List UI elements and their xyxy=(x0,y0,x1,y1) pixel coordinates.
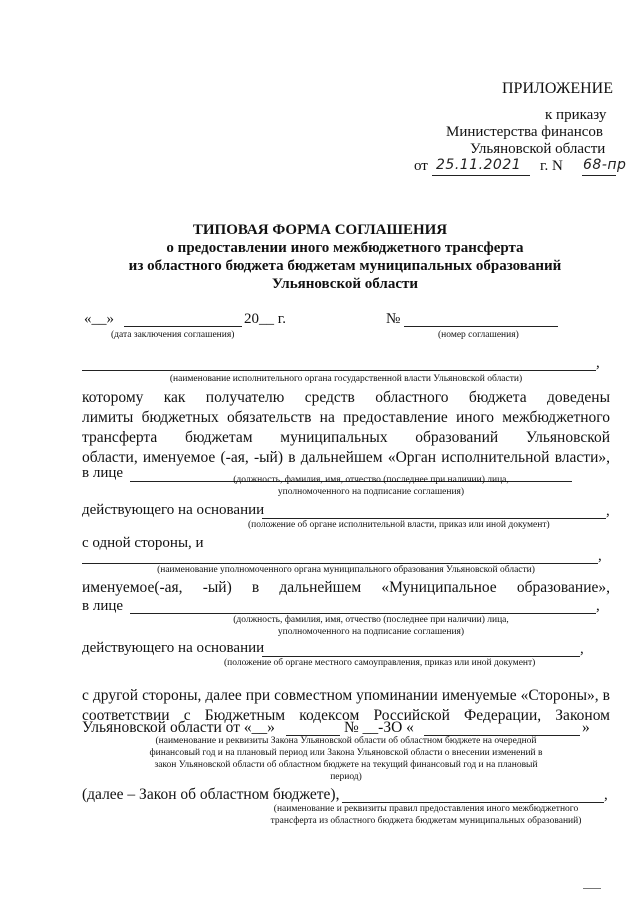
order-number-prefix: г. N xyxy=(540,158,563,174)
basis-hint-2: (положение об органе местного самоуправления, приказ или иной документ) xyxy=(224,658,536,668)
in-person-label-2: в лице xyxy=(82,598,124,614)
in-person-label-1: в лице xyxy=(82,465,124,481)
basis-line-2 xyxy=(262,656,580,657)
organ-hint: (наименование исполнительного органа государственной власти Ульяновской области) xyxy=(169,374,523,384)
rules-hint-1: (наименование и реквизиты правил предоставления иного межбюджетного xyxy=(273,804,579,814)
person-hint-2a: (должность, фамилия, имя, отчество (последнее при наличии) лица, xyxy=(233,615,509,625)
law-hint-4: период) xyxy=(330,772,362,782)
date-hint: (дата заключения соглашения) xyxy=(111,330,235,340)
paragraph-2-line-3b: № __-ЗО « xyxy=(344,719,414,736)
title-line-3: из областного бюджета бюджетам муниципальных образований xyxy=(128,258,562,274)
basis-line-1 xyxy=(262,518,606,519)
document-page: ПРИЛОЖЕНИЕ к приказу Министерства финансов Ульяновской области от 25.11.2021 г. N 68-пр ТИПОВАЯ ФОРМА СОГЛАШЕНИЯ о предоставлении иного межбюджетного трансферта из областного бюджета бюджетам муниципальных образований Ульяновской области «__» 20__ г. № (дата заключения соглашения) (номер соглашения) , (наименование исполнительного органа государственной власти Ульяновской области) которому как получателю средств областного бюджета доведены лимиты бюджетных обязательств на предоставление иного межбюджетного трансферта бюджетам муниципальных образований Ульяновской области, именуемое (-ая, -ый) в дальнейшем «Орган исполнительной власти», в лице (должность, фамилия, имя, отчество (последнее при наличии) лица, уполномоченного на подписание соглашения) действующего на основании , (положение об органе исполнительной власти, приказ или иной документ) с одной стороны, и , (наименование уполномоченного органа муниципального образования Ульяновской области) именуемое(-ая, -ый) в дальнейшем «Муниципальное образование», в лице , (должность, фамилия, имя, отчество (последнее при наличии) лица, уполномоченного на подписание соглашения) действующего на основании , (положение об органе местного самоуправления, приказ или иной документ) с другой стороны, далее при совместном упоминании именуемые «Стороны», в соответствии с Бюджетным кодексом Российской Федерации, Законом Ульяновской области от «__» № __-ЗО « » (наименование и реквизиты Закона Ульяновской области об областном бюджете на очередной финансовый год и на плановый период или Закона Ульяновской области о внесении изменений в закон Ульяновской области об областном бюджете на текущий финансовый год и на плановый период) (далее – Закон об областном бюджете), , (наименование и реквизиты правил предоставления иного межбюджетного трансферта из областного бюджета бюджетам муниципальных образований) xyxy=(0,0,640,905)
agreement-number-sign: № xyxy=(386,311,401,327)
title-line-4: Ульяновской области xyxy=(271,276,419,292)
law-hint-3: закон Ульяновской области об областном бюджете на текущий финансовый год и на плановый xyxy=(154,760,538,770)
named-muni-text: именуемое(-ая, -ый) в дальнейшем «Муниципальное образование», xyxy=(82,579,610,596)
paragraph-1-line-3: трансферта бюджетам муниципальных образований Ульяновской xyxy=(82,429,610,446)
title-line-2: о предоставлении иного межбюджетного трансферта xyxy=(166,240,524,256)
acting-label-1: действующего на основании xyxy=(82,502,265,518)
paragraph-1-line-1: которому как получателю средств областного бюджета доведены xyxy=(82,389,610,406)
rules-hint-2: трансферта из областного бюджета бюджетам муниципальных образований) xyxy=(270,816,582,826)
agreement-day-field: «__» xyxy=(84,311,114,327)
one-side-text: с одной стороны, и xyxy=(82,535,204,551)
paragraph-1-line-2: лимиты бюджетных обязательств на предоставление иного межбюджетного xyxy=(82,409,610,426)
region-text: Ульяновской области xyxy=(470,141,606,157)
person-hint-2b: уполномоченного на подписание соглашения) xyxy=(277,627,465,637)
basis-hint-1: (положение об органе исполнительной власти, приказ или иной документ) xyxy=(248,520,550,530)
paragraph-2-line-3a: Ульяновской области от «__» xyxy=(82,719,275,736)
appendix-heading: ПРИЛОЖЕНИЕ xyxy=(502,80,614,97)
muni-name-line xyxy=(82,563,598,564)
acting-label-2: действующего на основании xyxy=(82,640,265,656)
paragraph-3-line-1: (далее – Закон об областном бюджете), xyxy=(82,786,340,803)
law-hint-2: финансовый год и на плановый период или Закона Ульяновской области о внесении изменений в xyxy=(149,748,543,758)
person-line-2 xyxy=(130,613,596,614)
order-number-line xyxy=(582,175,616,176)
order-date-handwritten: 25.11.2021 xyxy=(436,157,522,173)
person-hint-1a: (должность, фамилия, имя, отчество (последнее при наличии) лица, xyxy=(233,475,509,485)
scan-mark xyxy=(583,888,601,889)
agreement-year-field: 20__ г. xyxy=(244,311,286,327)
order-number-handwritten: 68-пр xyxy=(583,157,627,173)
order-date-prefix: от xyxy=(414,158,428,174)
paragraph-2-line-2: соответствии с Бюджетным кодексом Российской Федерации, Законом xyxy=(82,707,610,724)
muni-hint: (наименование уполномоченного органа муниципального образования Ульяновской области) xyxy=(157,565,535,575)
law-hint-1: (наименование и реквизиты Закона Ульяновской области об областном бюджете на очередной xyxy=(155,736,537,746)
organ-name-line xyxy=(82,370,596,371)
agreement-number-line xyxy=(404,326,558,327)
agreement-month-line xyxy=(124,326,242,327)
paragraph-1-line-4: области, именуемое (-ая, -ый) в дальнейшем «Орган исполнительной власти», xyxy=(82,449,610,466)
person-hint-1b: уполномоченного на подписание соглашения) xyxy=(277,487,465,497)
number-hint: (номер соглашения) xyxy=(438,330,519,340)
title-line-1: ТИПОВАЯ ФОРМА СОГЛАШЕНИЯ xyxy=(192,222,448,238)
ministry-text: Министерства финансов xyxy=(446,124,603,140)
to-order-text: к приказу xyxy=(545,107,607,123)
paragraph-2-line-3c: » xyxy=(582,719,590,736)
paragraph-2-line-1: с другой стороны, далее при совместном упоминании именуемые «Стороны», в xyxy=(82,687,610,704)
order-date-line xyxy=(432,175,530,176)
rules-line xyxy=(342,802,604,803)
